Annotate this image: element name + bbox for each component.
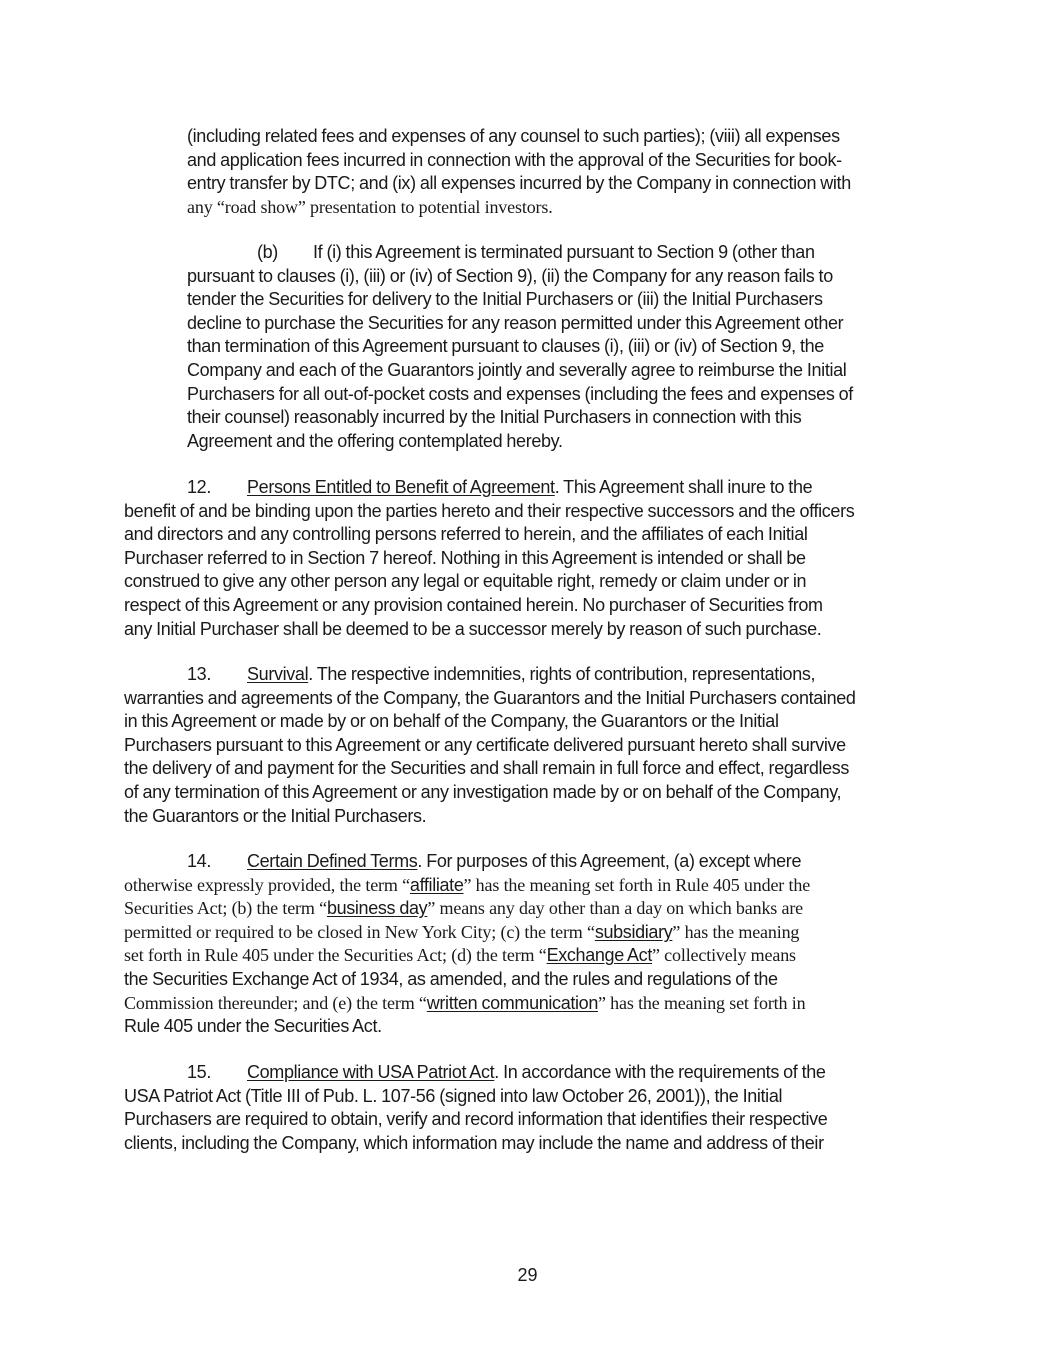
text-line: their counsel) reasonably incurred by the Initial Purchasers in connection with this <box>187 407 802 428</box>
text-line: entry transfer by DTC; and (ix) all expenses incurred by the Company in connection with <box>187 173 851 194</box>
text-line: the Guarantors or the Initial Purchasers. <box>124 805 427 826</box>
text-line: clients, including the Company, which information may include the name and address of their <box>124 1132 824 1153</box>
text-line <box>124 850 810 874</box>
text-line <box>124 476 854 500</box>
text-line: tender the Securities for delivery to the Initial Purchasers or (iii) the Initial Purchasers <box>187 289 823 310</box>
section-heading: Persons Entitled to Benefit of Agreement <box>247 477 555 497</box>
text-segment: Commission thereunder; and (e) the term “ <box>124 992 427 1013</box>
text-segment: set forth in Rule 405 under the Securities Act; (d) the term “ <box>124 945 547 966</box>
text-line: Agreement and the offering contemplated hereby. <box>187 430 563 451</box>
paragraph-a-continuation <box>187 125 851 219</box>
section-first-line: . This Agreement shall inure to the <box>554 477 813 497</box>
text-line: benefit of and be binding upon the parties hereto and their respective successors and the officers <box>124 500 855 521</box>
text-line: any “road show” presentation to potential investors. <box>187 196 553 217</box>
section-first-line: . In accordance with the requirements of the <box>494 1062 826 1082</box>
text-line <box>124 921 810 945</box>
text-line <box>124 874 810 898</box>
text-segment: otherwise expressly provided, the term “ <box>124 874 410 895</box>
section-heading: Certain Defined Terms <box>247 851 418 871</box>
text-line <box>124 663 856 687</box>
text-line: pursuant to clauses (i), (iii) or (iv) of Section 9), (ii) the Company for any reason fails to <box>187 265 833 286</box>
text-line: Purchaser referred to in Section 7 hereof. Nothing in this Agreement is intended or shall be <box>124 547 806 568</box>
defined-term-subsidiary: subsidiary <box>594 921 673 942</box>
section-12 <box>124 476 854 641</box>
defined-term-affiliate: affiliate <box>409 874 464 895</box>
text-segment: ” has the meaning set forth in <box>597 992 806 1013</box>
section-number: 14. <box>187 851 211 871</box>
text-line: (including related fees and expenses of any counsel to such parties); (viii) all expenses <box>187 126 840 146</box>
text-line: in this Agreement or made by or on behalf of the Company, the Guarantors or the Initial <box>124 711 779 732</box>
text-segment: ” has the meaning set forth in Rule 405 under the <box>463 874 811 895</box>
section-first-line: . For purposes of this Agreement, (a) except where <box>417 851 802 871</box>
section-heading: Compliance with USA Patriot Act <box>247 1062 495 1082</box>
text-line <box>124 1061 827 1085</box>
section-number: 15. <box>187 1062 211 1082</box>
text-line: any Initial Purchaser shall be deemed to be a successor merely by reason of such purchase. <box>124 618 822 639</box>
text-line: USA Patriot Act (Title III of Pub. L. 107-56 (signed into law October 26, 2001)), the Initial <box>124 1085 783 1106</box>
text-segment: ” collectively means <box>651 945 796 966</box>
text-line: Purchasers pursuant to this Agreement or any certificate delivered pursuant hereto shall survive <box>124 734 846 755</box>
text-line: warranties and agreements of the Company, the Guarantors and the Initial Purchasers contained <box>124 687 856 708</box>
section-14 <box>124 850 810 1039</box>
section-number: 13. <box>187 664 211 684</box>
text-line <box>124 992 810 1016</box>
defined-term-written-communication: written communication <box>426 992 598 1013</box>
paragraph-first-line: If (i) this Agreement is terminated pursuant to Section 9 (other than <box>313 242 815 262</box>
text-line: the delivery of and payment for the Securities and shall remain in full force and effect, regardless <box>124 758 850 779</box>
text-line: and directors and any controlling persons referred to herein, and the affiliates of each Initial <box>124 524 808 545</box>
text-line: and application fees incurred in connection with the approval of the Securities for book- <box>187 149 842 170</box>
text-line: Rule 405 under the Securities Act. <box>124 1016 382 1037</box>
text-line: decline to purchase the Securities for any reason permitted under this Agreement other <box>187 312 844 333</box>
section-first-line: . The respective indemnities, rights of contribution, representations, <box>308 664 816 684</box>
text-line: of any termination of this Agreement or any investigation made by or on behalf of the Company, <box>124 781 842 802</box>
defined-term-exchange-act: Exchange Act <box>546 945 652 966</box>
text-line: Company and each of the Guarantors jointly and severally agree to reimburse the Initial <box>187 359 847 380</box>
text-line: construed to give any other person any legal or equitable right, remedy or claim under or in <box>124 571 807 592</box>
defined-term-business-day: business day <box>326 898 428 919</box>
section-13 <box>124 663 856 828</box>
text-line <box>187 241 853 265</box>
section-15 <box>124 1061 827 1155</box>
section-heading: Survival <box>247 664 309 684</box>
text-line <box>124 944 810 968</box>
paragraph-label: (b) <box>257 242 278 262</box>
text-line: the Securities Exchange Act of 1934, as amended, and the rules and regulations of the <box>124 968 778 989</box>
text-segment: Securities Act; (b) the term “ <box>124 898 327 919</box>
text-line: respect of this Agreement or any provision contained herein. No purchaser of Securities from <box>124 594 823 615</box>
text-line: Purchasers for all out-of-pocket costs and expenses (including the fees and expenses of <box>187 383 853 404</box>
text-line <box>124 897 810 921</box>
text-segment: permitted or required to be closed in New York City; (c) the term “ <box>124 921 595 942</box>
paragraph-b <box>187 241 853 453</box>
text-line: Purchasers are required to obtain, verify and record information that identifies their respective <box>124 1109 828 1130</box>
page-number: 29 <box>517 1265 538 1285</box>
section-number: 12. <box>187 477 211 497</box>
text-segment: ” means any day other than a day on which banks are <box>427 898 804 919</box>
text-line: than termination of this Agreement pursuant to clauses (i), (iii) or (iv) of Section 9, the <box>187 336 824 357</box>
text-segment: ” has the meaning <box>672 921 800 942</box>
